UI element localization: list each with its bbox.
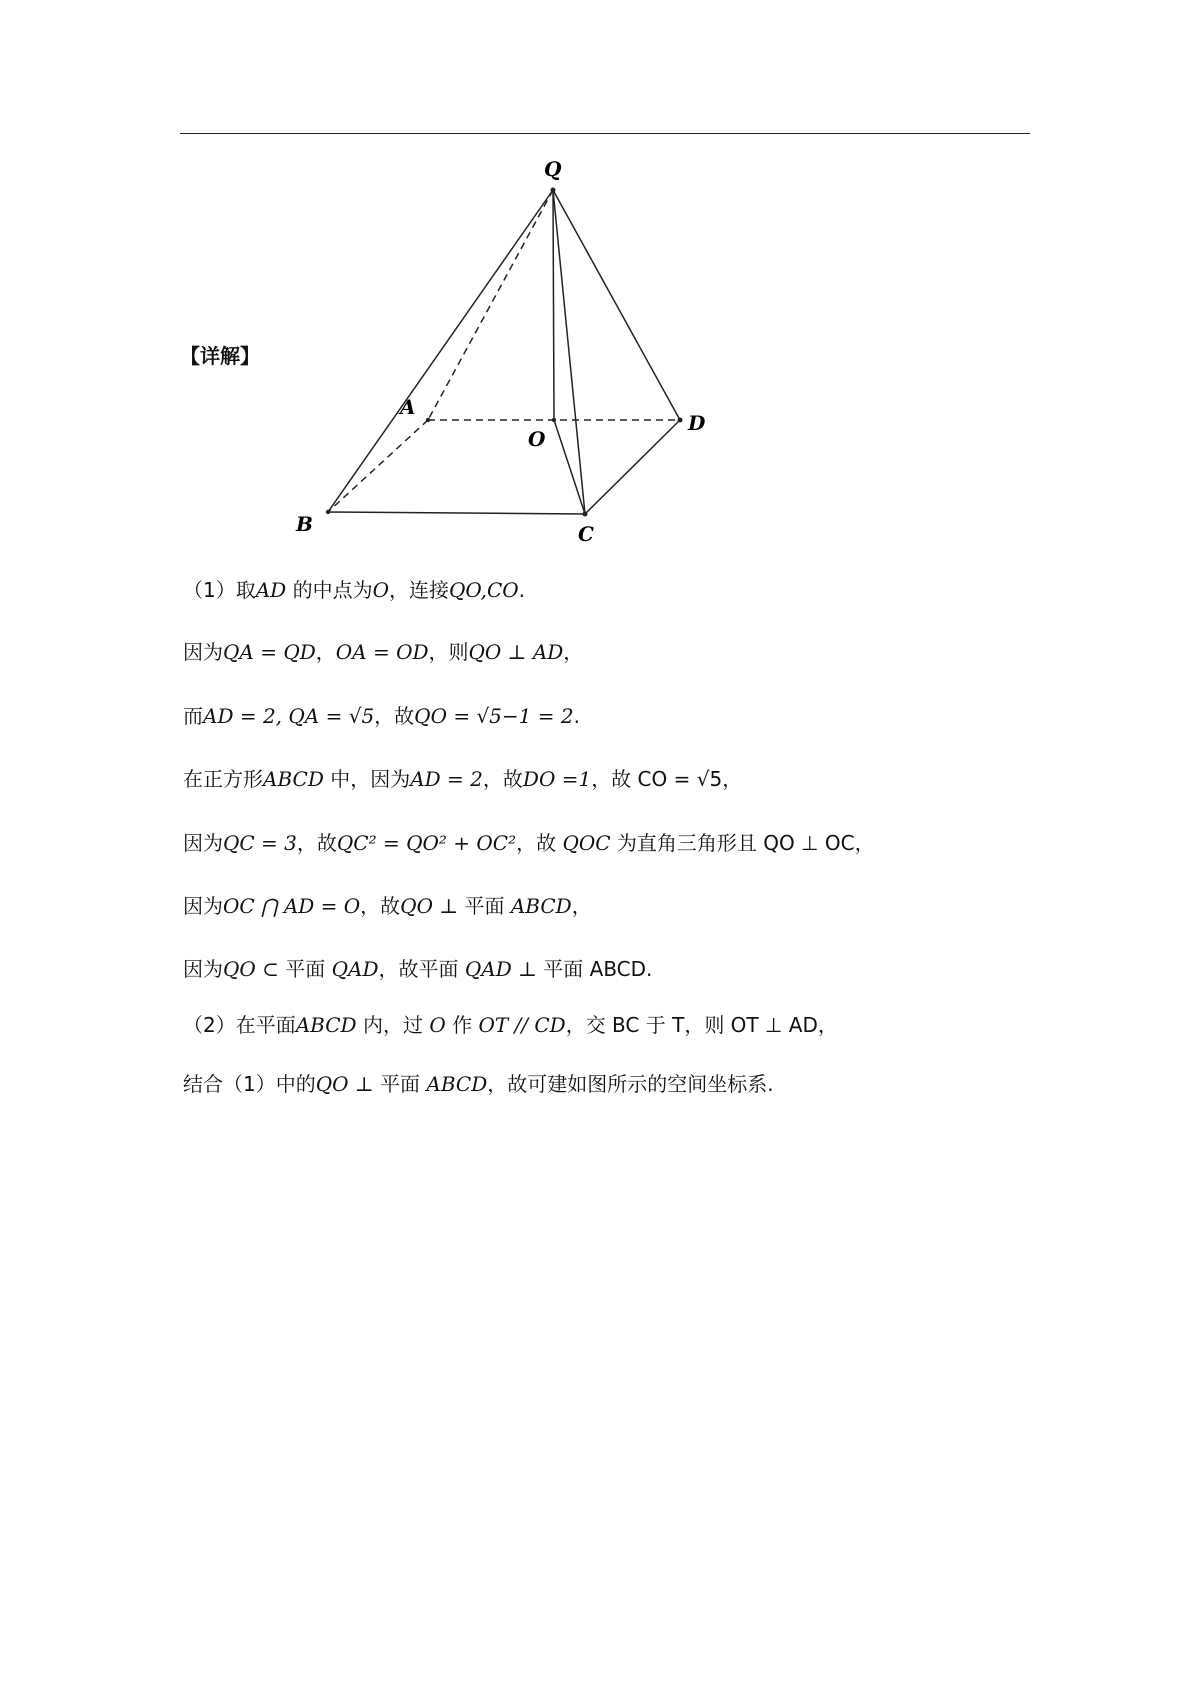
edge-BC [328, 512, 585, 514]
solution-line: 因为QC = 3，故QC² = QO² + OC²，故 QOC 为直角三角形且 QO ⊥ OC， [183, 831, 875, 855]
edge-QB [328, 190, 553, 512]
label-C: C [578, 522, 594, 546]
label-Q: Q [544, 157, 562, 181]
solution-line: 因为OC ⋂ AD = O，故QO ⊥ 平面 ABCD， [183, 894, 592, 918]
label-B: B [296, 512, 313, 536]
edge-AB-hidden [328, 420, 428, 512]
edge-QO [553, 190, 554, 420]
vertex-Q-dot [551, 188, 556, 193]
header-rule [180, 133, 1030, 134]
solution-line: 因为QA = QD，OA = OD，则QO ⊥ AD， [183, 640, 584, 664]
label-O: O [528, 427, 546, 451]
solution-line: （1）取AD 的中点为O，连接QO,CO. [183, 578, 526, 602]
vertex-A-dot [426, 418, 430, 422]
edge-CD [585, 420, 680, 514]
edge-QA-hidden [428, 190, 553, 420]
vertex-B-dot [326, 510, 330, 514]
vertex-C-dot [583, 512, 588, 517]
solution-line: 在正方形ABCD 中，因为AD = 2，故DO =1，故 CO = √5， [183, 767, 743, 791]
solution-line: 而AD = 2, QA = √5，故QO = √5−1 = 2. [183, 704, 580, 728]
solution-line: 因为QO ⊂ 平面 QAD，故平面 QAD ⊥ 平面 ABCD. [183, 957, 653, 981]
pyramid-figure [280, 148, 740, 548]
vertex-D-dot [678, 418, 683, 423]
solution-line: （2）在平面ABCD 内，过 O 作 OT // CD，交 BC 于 T，则 OT ⊥ AD， [183, 1013, 838, 1037]
label-A: A [400, 395, 416, 419]
solution-line: 结合（1）中的QO ⊥ 平面 ABCD，故可建如图所示的空间坐标系. [183, 1072, 774, 1096]
label-D: D [688, 411, 706, 435]
vertex-O-dot [552, 418, 556, 422]
section-label: 【详解】 [180, 344, 260, 368]
